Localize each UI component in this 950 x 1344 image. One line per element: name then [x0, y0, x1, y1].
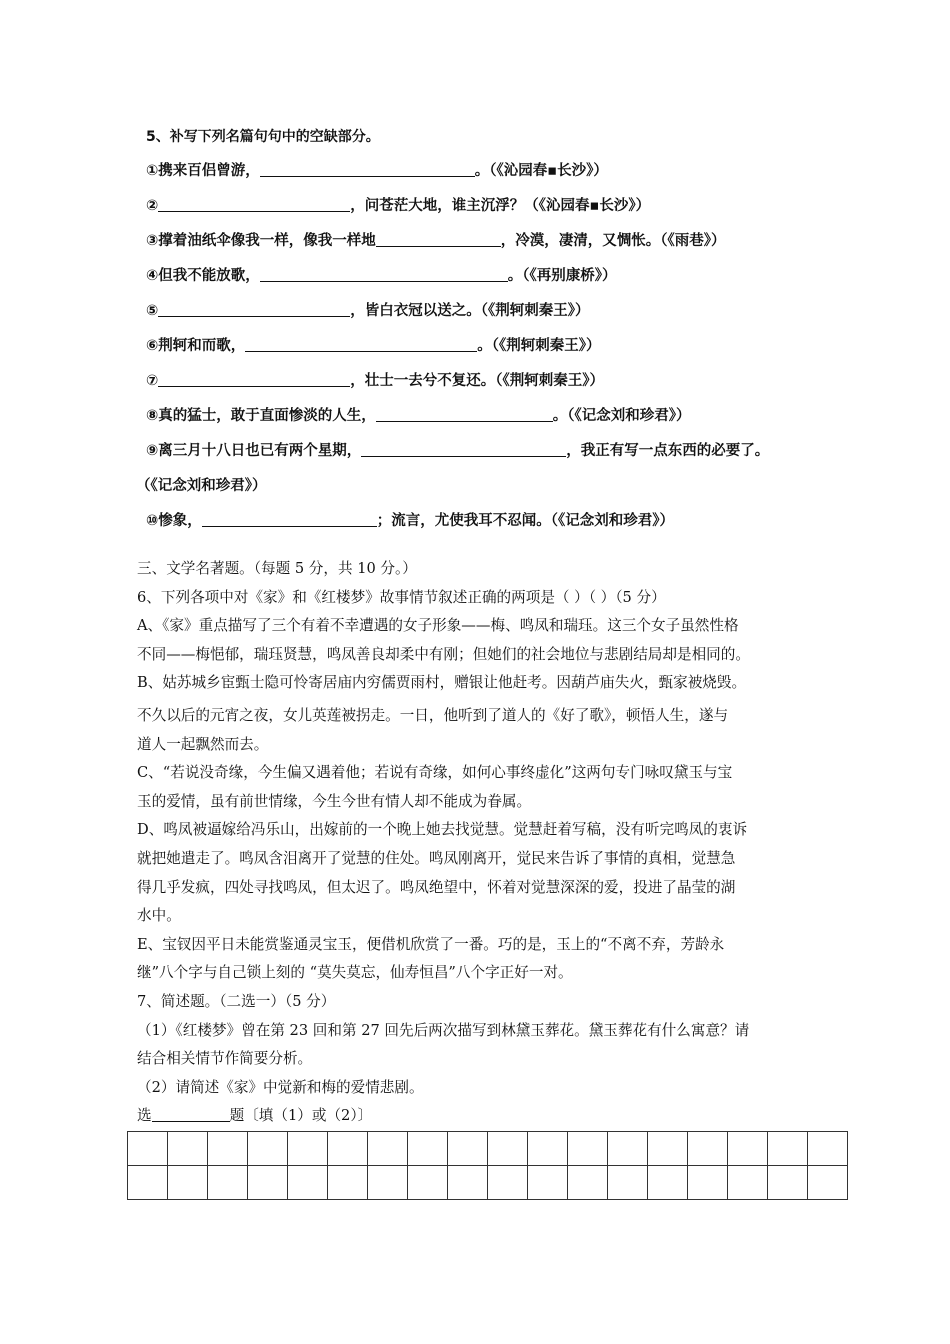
line-text: 。（《荆轲刺秦王》）: [477, 338, 601, 354]
line-text: ⑦: [146, 373, 159, 389]
grid-cell[interactable]: [128, 1132, 168, 1166]
question-7: 7、简述题。（二选一）（5 分）: [137, 992, 336, 1010]
text-line: 继”八个字与自己锁上刻的 “莫失莫忘，仙寿恒昌”八个字正好一对。: [137, 964, 573, 982]
q5-item: [146, 399, 866, 434]
grid-cell[interactable]: [288, 1166, 328, 1200]
grid-cell[interactable]: [328, 1166, 368, 1200]
grid-cell[interactable]: [528, 1166, 568, 1200]
grid-cell[interactable]: [728, 1132, 768, 1166]
q5-item: [146, 154, 866, 189]
line-text: ⑩惨象，: [146, 513, 202, 529]
grid-cell[interactable]: [408, 1132, 448, 1166]
grid-cell[interactable]: [208, 1132, 248, 1166]
grid-cell[interactable]: [248, 1132, 288, 1166]
option-c: [137, 759, 837, 816]
option-b: [137, 669, 837, 759]
grid-cell[interactable]: [688, 1166, 728, 1200]
text-line: 就把她遣走了。鸣凤含泪离开了觉慧的住处。鸣凤刚离开，觉民来告诉了事情的真相，觉慧急: [137, 849, 736, 867]
q5-item: [146, 224, 866, 259]
line-text: ，皆白衣冠以送之。（《荆轲刺秦王》）: [350, 303, 590, 319]
section-heading: 三、文学名著题。（每题 5 分，共 10 分。）: [137, 560, 417, 577]
text-line: E、宝钗因平日未能赏鉴通灵宝玉，便借机欣赏了一番。巧的是，玉上的“不离不弃，芳龄永: [137, 935, 725, 953]
text-line: 水中。: [137, 907, 181, 925]
q5-item: [146, 364, 866, 399]
grid-cell[interactable]: [408, 1166, 448, 1200]
option-a: [137, 612, 837, 669]
text-line: C、“若说没奇缘，今生偏又遇着他；若说有奇缘，如何心事终虚化”这两句专门咏叹黛玉与宝: [137, 764, 733, 782]
fill-blank[interactable]: [158, 370, 350, 387]
line-text: ，壮士一去兮不复还。（《荆轲刺秦王》）: [350, 373, 605, 389]
select-line: [137, 1102, 837, 1131]
line-text: ，冷漠，凄清，又惆怅。（《雨巷》）: [500, 233, 726, 249]
grid-cell[interactable]: [368, 1132, 408, 1166]
line-text: 。（《再别康桥》）: [507, 268, 617, 284]
text-line: 道人一起飘然而去。: [137, 735, 269, 753]
fill-blank[interactable]: [158, 195, 350, 212]
grid-cell[interactable]: [288, 1132, 328, 1166]
text-line: A、《家》重点描写了三个有着不幸遭遇的女子形象——梅、鸣凤和瑞珏。这三个女子虽然性格: [137, 617, 739, 635]
grid-cell[interactable]: [808, 1132, 848, 1166]
grid-cell[interactable]: [328, 1132, 368, 1166]
grid-cell[interactable]: [368, 1166, 408, 1200]
text-line: （1）《红楼梦》曾在第 23 回和第 27 回先后两次描写到林黛玉葬花。黛玉葬花有什么寓意？请: [137, 1021, 750, 1039]
text-line: D、鸣凤被逼嫁给冯乐山，出嫁前的一个晚上她去找觉慧。觉慧赶着写稿，没有听完鸣凤的衷诉: [137, 821, 748, 839]
line-text: ⑥荆轲和而歌，: [146, 338, 246, 354]
grid-cell[interactable]: [608, 1132, 648, 1166]
option-d: [137, 816, 837, 930]
text-line: 不同——梅悒郁，瑞珏贤慧，鸣凤善良却柔中有刚；但她们的社会地位与悲剧结局却是相同的。: [137, 645, 750, 663]
text-line: 得几乎发疯，四处寻找鸣凤，但太迟了。鸣凤绝望中，怀着对觉慧深深的爱，投进了晶莹的湖: [137, 878, 736, 896]
grid-row: [128, 1132, 848, 1166]
q5-title: 5、补写下列名篇句句中的空缺部分。: [146, 129, 380, 145]
select-prefix: 选: [137, 1107, 152, 1125]
grid-cell[interactable]: [488, 1132, 528, 1166]
line-text: ①携来百侣曾游，: [146, 163, 260, 179]
select-suffix: 题〔填（1）或（2）〕: [229, 1107, 373, 1125]
grid-cell[interactable]: [488, 1166, 528, 1200]
grid-cell[interactable]: [528, 1132, 568, 1166]
fill-blank[interactable]: [260, 160, 475, 177]
line-text: ④但我不能放歌，: [146, 268, 260, 284]
fill-blank[interactable]: [158, 300, 350, 317]
text-line: 玉的爱情，虽有前世情缘，今生今世有情人却不能成为眷属。: [137, 792, 532, 810]
grid-cell[interactable]: [568, 1132, 608, 1166]
line-text: ⑧真的猛士，敢于直面惨淡的人生，: [146, 408, 376, 424]
grid-cell[interactable]: [448, 1166, 488, 1200]
grid-cell[interactable]: [688, 1132, 728, 1166]
fill-blank[interactable]: [260, 265, 508, 282]
grid-cell[interactable]: [248, 1166, 288, 1200]
fill-blank[interactable]: [376, 405, 553, 422]
grid-cell[interactable]: [768, 1132, 808, 1166]
text-line: 结合相关情节作简要分析。: [137, 1050, 313, 1068]
line-text: ；流言，尤使我耳不忍闻。（《记念刘和珍君》）: [376, 513, 675, 529]
grid-cell[interactable]: [648, 1132, 688, 1166]
line-text: ⑨离三月十八日也已有两个星期，: [146, 443, 362, 459]
grid-cell[interactable]: [208, 1166, 248, 1200]
q7-option-2: （2）请简述《家》中觉新和梅的爱情悲剧。: [137, 1078, 424, 1096]
answer-grid[interactable]: [127, 1131, 848, 1200]
question-6: 6、下列各项中对《家》和《红楼梦》故事情节叙述正确的两项是（ ）（ ）（5 分）: [137, 588, 666, 606]
line-text: ，问苍茫大地，谁主沉浮？（《沁园春▪长沙》）: [350, 198, 651, 214]
q5-item: [146, 259, 866, 294]
grid-cell[interactable]: [728, 1166, 768, 1200]
q5-item: [146, 189, 866, 224]
grid-cell[interactable]: [768, 1166, 808, 1200]
section-3: [137, 555, 837, 1131]
fill-blank[interactable]: [245, 335, 477, 352]
grid-cell[interactable]: [608, 1166, 648, 1200]
q5-items: [136, 154, 866, 539]
fill-blank[interactable]: [361, 440, 566, 457]
line-text: 。（《记念刘和珍君》）: [552, 408, 691, 424]
grid-cell[interactable]: [568, 1166, 608, 1200]
grid-cell[interactable]: [448, 1132, 488, 1166]
grid-cell[interactable]: [128, 1166, 168, 1200]
line-text: ⑤: [146, 303, 159, 319]
line-text: 。（《沁园春▪长沙》）: [474, 163, 608, 179]
grid-row: [128, 1166, 848, 1200]
q7-option-1: [137, 1017, 837, 1074]
q5-item: [146, 329, 866, 364]
q5-item: [146, 504, 866, 539]
text-line: 不久以后的元宵之夜，女儿英莲被拐走。一日，他听到了道人的《好了歌》，顿悟人生，遂与: [137, 706, 729, 724]
text-line: B、姑苏城乡宦甄士隐可怜寄居庙内穷儒贾雨村，赠银让他赶考。因葫芦庙失火，甄家被烧毁。: [137, 674, 747, 692]
grid-cell[interactable]: [168, 1166, 208, 1200]
fill-blank[interactable]: [202, 510, 377, 527]
option-e: [137, 931, 837, 988]
fill-blank[interactable]: [376, 230, 501, 247]
question-5: [136, 120, 866, 539]
line-text: ③撑着油纸伞像我一样，像我一样地: [146, 233, 376, 249]
grid-cell[interactable]: [648, 1166, 688, 1200]
select-blank[interactable]: [152, 1105, 230, 1122]
q5-item: [146, 294, 866, 329]
grid-cell[interactable]: [808, 1166, 848, 1200]
line-text: ②: [146, 198, 159, 214]
line-text: ，我正有写一点东西的必要了。: [566, 443, 770, 459]
q5-item: [146, 434, 866, 469]
grid-cell[interactable]: [168, 1132, 208, 1166]
q5-item-continuation: （《记念刘和珍君》）: [136, 478, 267, 494]
